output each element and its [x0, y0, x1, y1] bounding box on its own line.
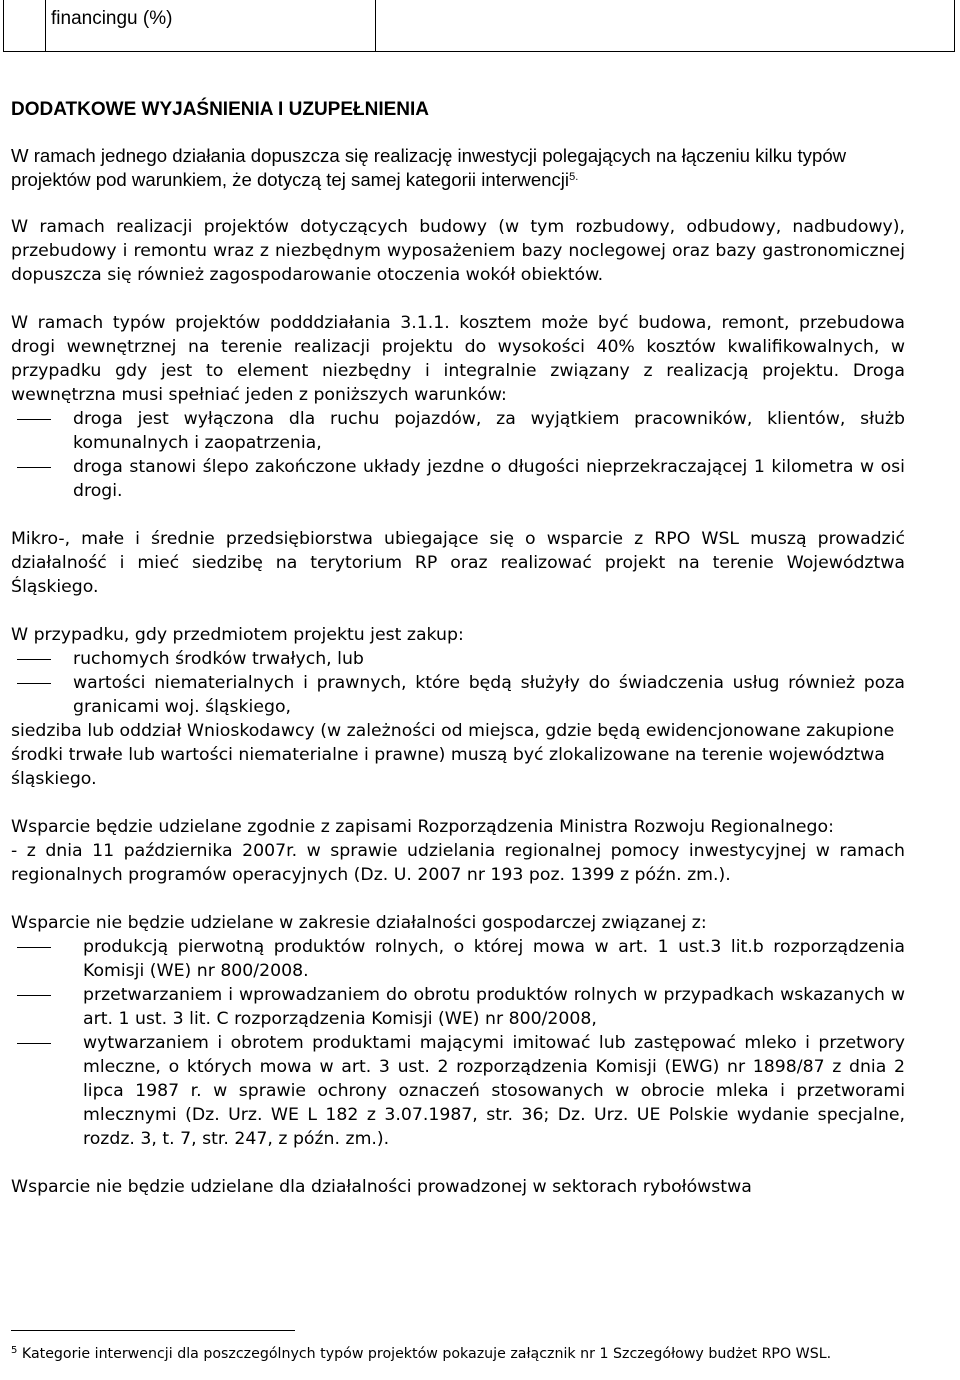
footnote-text: Kategorie interwencji dla poszczególnych typów projektów pokazuje załącznik nr 1 Szczegółowy budżet RPO WSL.	[17, 1346, 832, 1362]
list-item: droga stanowi ślepo zakończone układy jezdne o długości nieprzekraczającej 1 kilometra w osi drogi.	[11, 455, 905, 503]
paragraph-purchase-intro: W przypadku, gdy przedmiotem projektu jest zakup:	[11, 625, 464, 645]
footnote-separator	[11, 1330, 295, 1331]
table-cell-label: financingu (%)	[46, 0, 376, 51]
document-body	[11, 98, 905, 1199]
list-item: droga jest wyłączona dla ruchu pojazdów, za wyjątkiem pracowników, klientów, służb komunalnych i zaopatrzenia,	[11, 407, 905, 455]
footnote-reference: 5.	[569, 171, 579, 183]
paragraph-fisheries: Wsparcie nie będzie udzielane dla działalności prowadzonej w sektorach rybołówstwa	[11, 1177, 752, 1197]
paragraph-text: W ramach jednego działania dopuszcza się realizację inwestycji polegających na łączeniu kilku typów projektów pod warunkiem, że dotyczą tej samej kategorii interwencji	[11, 145, 847, 190]
paragraph-combining-projects	[11, 144, 905, 192]
list-item: wytwarzaniem i obrotem produktami mającymi imitować lub zastępować mleko i przetwory mleczne, o których mowa w art. 3 ust. 2 rozporządzenia Komisji (EWG) nr 1898/87 z dnia 2 lipca 1987 r. w sprawie ochrony oznaczeń stosowanych w obrocie mleka i przetworami mlecznymi (Dz. Urz. WE L 182 z 3.07.1987, str. 36; Dz. Urz. UE Polskie wydanie specjalne, rozdz. 3, t. 7, str. 247, z późn. zm.).	[11, 1031, 905, 1151]
table-cell-empty	[376, 0, 954, 51]
section-heading: DODATKOWE WYJAŚNIENIA I UZUPEŁNIENIA	[11, 99, 430, 120]
paragraph-regulation: Wsparcie będzie udzielane zgodnie z zapisami Rozporządzenia Ministra Rozwoju Regionalnego:	[11, 817, 834, 837]
regulation-item: - z dnia 11 października 2007r. w sprawie udzielania regionalnej pomocy inwestycyjnej w ramach regionalnych programów operacyjnych (Dz. U. 2007 nr 193 poz. 1399 z późn. zm.).	[11, 841, 905, 885]
financing-table-fragment	[3, 0, 955, 52]
paragraph-sme-requirements: Mikro-, małe i średnie przedsiębiorstwa ubiegające się o wsparcie z RPO WSL muszą prowadzić działalność i mieć siedzibę na terytorium RP oraz realizować projekt na terenie Województwa Śląskiego.	[11, 529, 905, 597]
purchase-list	[11, 647, 905, 719]
table-cell-empty	[4, 0, 46, 51]
paragraph-purchase-location: siedziba lub oddział Wnioskodawcy (w zależności od miejsca, gdzie będą ewidencjonowane zakupione środki trwałe lub wartości niematerialne i prawne) muszą być zlokalizowane na terenie województwa śląskiego.	[11, 721, 895, 789]
list-item: produkcją pierwotną produktów rolnych, o której mowa w art. 1 ust.3 lit.b rozporządzenia Komisji (WE) nr 800/2008.	[11, 935, 905, 983]
excluded-activities-list	[11, 935, 905, 1151]
road-conditions-list	[11, 407, 905, 503]
footnote-marker: 5	[11, 1345, 18, 1356]
paragraph-internal-road: W ramach typów projektów podddziałania 3.1.1. kosztem może być budowa, remont, przebudowa drogi wewnętrznej na terenie realizacji projektu do wysokości 40% kosztów kwalifikowalnych, w przypadku gdy jest to element niezbędny i integralnie związany z realizacją projektu. Droga wewnętrzna musi spełniać jeden z poniższych warunków:	[11, 313, 905, 405]
footnote	[11, 1345, 891, 1364]
list-item: wartości niematerialnych i prawnych, które będą służyły do świadczenia usług również poza granicami woj. śląskiego,	[11, 671, 905, 719]
paragraph-excluded-activities: Wsparcie nie będzie udzielane w zakresie działalności gospodarczej związanej z:	[11, 913, 707, 933]
list-item: ruchomych środków trwałych, lub	[11, 647, 905, 671]
list-item: przetwarzaniem i wprowadzaniem do obrotu produktów rolnych w przypadkach wskazanych w art. 1 ust. 3 lit. C rozporządzenia Komisji (WE) nr 800/2008,	[11, 983, 905, 1031]
paragraph-accommodation: W ramach realizacji projektów dotyczących budowy (w tym rozbudowy, odbudowy, nadbudowy), przebudowy i remontu wraz z niezbędnym wyposażeniem bazy noclegowej oraz bazy gastronomicznej dopuszcza się również zagospodarowanie otoczenia wokół obiektów.	[11, 217, 905, 285]
